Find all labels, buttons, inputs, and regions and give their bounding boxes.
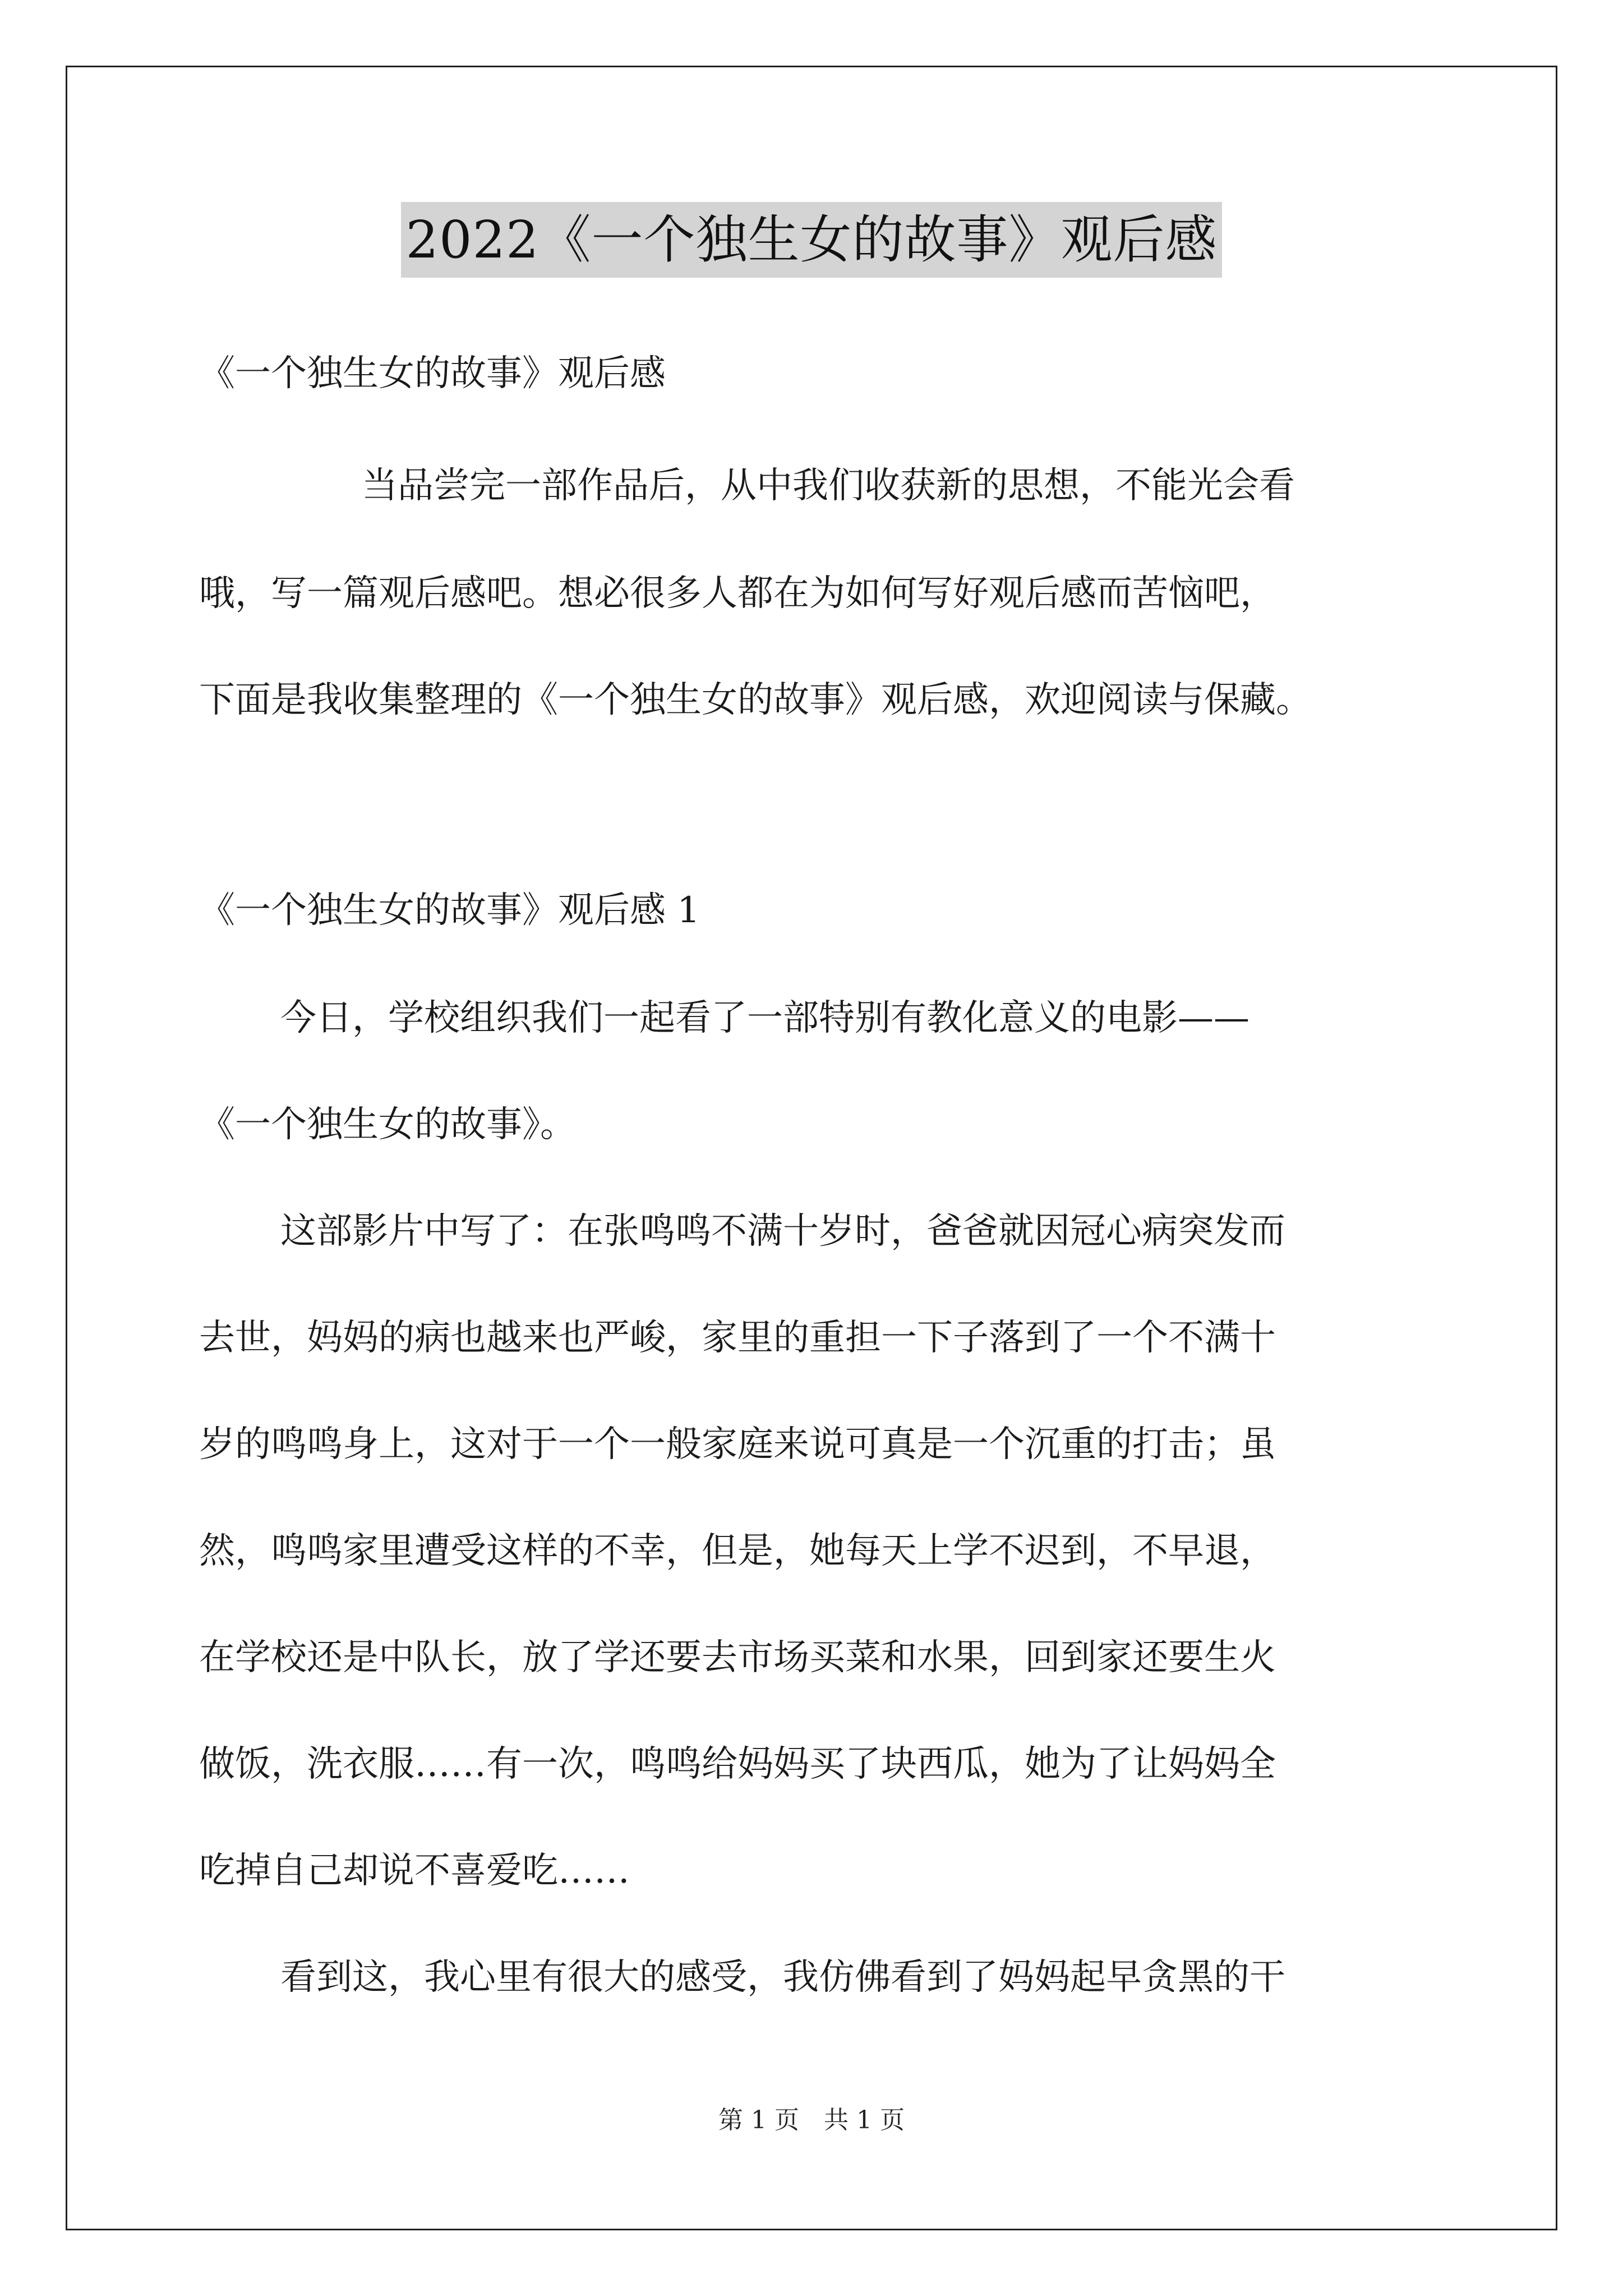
document-title: 2022《一个独生女的故事》观后感 [401,202,1221,278]
paragraph-line: 《一个独生女的故事》。 [199,1104,576,1145]
paragraph-line: 吃掉自己却说不喜爱吃…… [199,1850,630,1892]
paragraph-line: 在学校还是中队长，放了学还要去市场买菜和水果，回到家还要生火 [199,1637,1276,1678]
subtitle-line: 《一个独生女的故事》观后感 [199,353,666,394]
paragraph-line: 岁的鸣鸣身上，这对于一个一般家庭来说可真是一个沉重的打击；虽 [199,1424,1276,1465]
paragraph-line: 今日，学校组织我们一起看了一部特别有教化意义的电影—— [280,997,1249,1039]
paragraph-line: 这部影片中写了：在张鸣鸣不满十岁时，爸爸就因冠心病突发而 [280,1211,1285,1252]
paragraph-line: 下面是我收集整理的《一个独生女的故事》观后感，欢迎阅读与保藏。 [199,679,1312,721]
page-footer: 第 1 页 共 1 页 [718,2106,905,2134]
paragraph-line: 看到这，我心里有很大的感受，我仿佛看到了妈妈起早贪黑的干 [280,1957,1285,1998]
title-container [0,202,1623,278]
paragraph-line: 然，鸣鸣家里遭受这样的不幸，但是，她每天上学不迟到，不早退， [199,1530,1276,1572]
paragraph-line: 做饭，洗衣服……有一次，鸣鸣给妈妈买了块西瓜，她为了让妈妈全 [199,1743,1276,1785]
section-heading: 《一个独生女的故事》观后感 1 [199,890,700,931]
paragraph-line: 当品尝完一部作品后，从中我们收获新的思想，不能光会看 [362,465,1295,507]
paragraph-line: 去世，妈妈的病也越来也严峻，家里的重担一下子落到了一个不满十 [199,1317,1276,1359]
paragraph-line: 哦，写一篇观后感吧。想必很多人都在为如何写好观后感而苦恼吧， [199,573,1276,614]
